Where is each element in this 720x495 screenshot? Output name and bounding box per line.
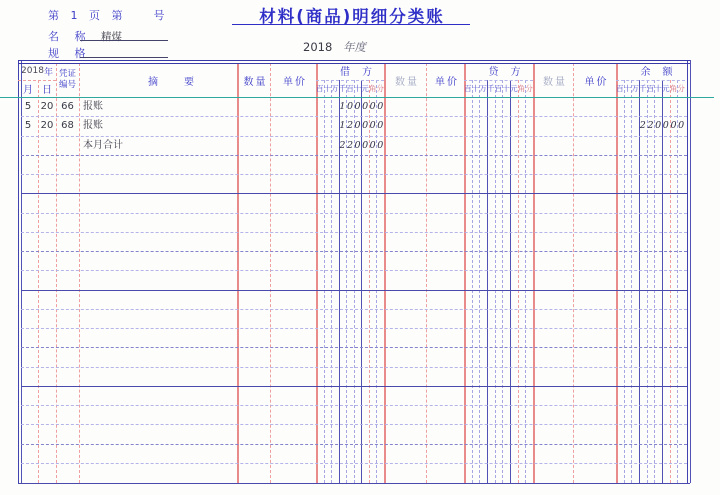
name-label: 名 称: [48, 30, 92, 43]
digit-label: 十: [623, 83, 632, 93]
cell-voucher: 68: [61, 120, 74, 132]
year-label: 年度: [342, 40, 366, 54]
amount-digit: 2: [639, 120, 646, 132]
grid-vline: [487, 80, 488, 483]
digit-label: 百: [646, 83, 655, 93]
grid-hline: [21, 213, 687, 214]
cell-month: [18, 136, 38, 155]
amount-digit: 0: [377, 101, 384, 112]
grid-vline: [573, 63, 574, 483]
grid-vline: [670, 80, 671, 483]
cell-month: 5: [24, 120, 32, 132]
digit-label: 十: [502, 83, 510, 93]
grid-vline: [639, 80, 640, 483]
digit-label: 千: [487, 83, 495, 93]
grid-vline: [525, 80, 526, 483]
amount-digit: 0: [377, 139, 384, 151]
digit-label: 万: [631, 83, 639, 93]
grid-vline: [79, 63, 80, 483]
grid-vline: [464, 63, 466, 483]
qty-header-credit: 数量: [395, 76, 419, 88]
amount-digit: 2: [346, 139, 354, 151]
price-header-debit: 单价: [283, 76, 307, 88]
digit-label: 千: [639, 83, 647, 93]
qty-header-balance: 数量: [543, 76, 567, 88]
amount-digit: 1: [339, 120, 346, 132]
cell-voucher: [56, 136, 79, 155]
grid-vline: [495, 80, 496, 483]
amount-digit: 0: [362, 139, 369, 151]
digit-label: 万: [479, 83, 487, 93]
grid-hline: [21, 155, 687, 156]
grid-vline: [690, 60, 691, 484]
month-header: 月: [23, 85, 33, 96]
digit-label: 百: [316, 83, 324, 93]
cell-day: 20: [40, 101, 54, 112]
grid-hline: [18, 483, 691, 484]
grid-vline: [654, 80, 655, 483]
amount-digit: 1: [339, 101, 346, 112]
amount-digit: 0: [354, 120, 361, 132]
name-value: 精煤: [101, 31, 122, 43]
amount-digit: 0: [678, 120, 685, 132]
grid-hline: [21, 463, 687, 464]
grid-vline: [624, 80, 625, 483]
grid-vline: [316, 63, 318, 483]
amount-digit: 0: [346, 101, 354, 112]
year-value: 2018: [303, 40, 333, 54]
grid-vline: [237, 63, 239, 483]
amount-digit: 0: [369, 101, 376, 112]
grid-vline: [687, 60, 688, 484]
page-number-right: 号: [153, 9, 165, 22]
grid-vline: [479, 80, 480, 483]
grid-hline: [21, 232, 687, 233]
amount-digit: 2: [339, 139, 346, 151]
price-header-credit: 单价: [435, 76, 459, 88]
grid-vline: [472, 80, 473, 483]
grid-vline: [510, 80, 511, 483]
grid-hline: [18, 80, 56, 81]
grid-vline: [324, 80, 325, 483]
page-number-left: 第 1 页 第: [48, 9, 127, 22]
grid-vline: [518, 80, 519, 483]
digit-label: 角: [669, 83, 678, 93]
cell-day: 20: [40, 120, 54, 132]
grid-hline: [21, 405, 687, 406]
price-header-balance: 单价: [584, 76, 609, 88]
digit-label: 元: [662, 83, 670, 93]
grid-vline: [270, 63, 271, 483]
digit-label: 角: [368, 83, 377, 93]
amount-digit: 0: [354, 101, 361, 112]
grid-hline: [21, 444, 687, 445]
credit-header: 贷方: [488, 67, 533, 78]
grid-hline: [21, 328, 687, 329]
digit-label: 百: [346, 83, 354, 93]
grid-vline: [677, 80, 678, 483]
digit-label: 万: [331, 83, 339, 93]
ledger-title: 材料(商品)明细分类账: [259, 7, 445, 26]
digit-label: 角: [517, 83, 526, 93]
grid-vline: [647, 80, 648, 483]
cell-voucher: 66: [61, 101, 74, 112]
debit-header: 借方: [340, 67, 384, 78]
digit-label: 千: [338, 83, 347, 93]
digit-label: 元: [361, 83, 369, 93]
amount-digit: 0: [362, 101, 369, 112]
amount-digit: 0: [662, 120, 669, 132]
amount-digit: 2: [647, 120, 654, 132]
amount-digit: 0: [369, 120, 376, 132]
digit-label: 元: [510, 83, 518, 93]
grid-hline: [21, 290, 687, 291]
grid-vline: [426, 63, 427, 483]
grid-vline: [331, 80, 332, 483]
cell-day: [38, 136, 56, 155]
grid-hline: [21, 367, 687, 368]
grid-vline: [502, 80, 503, 483]
grid-hline: [21, 193, 687, 194]
digit-label: 十: [353, 83, 362, 93]
cell-summary: 报账: [83, 120, 103, 132]
amount-digit: 0: [354, 139, 361, 151]
voucher-header: 凭证 编号: [58, 69, 76, 90]
qty-header-debit: 数量: [243, 76, 268, 88]
balance-header: 余额: [640, 67, 685, 78]
day-header: 日: [42, 85, 52, 96]
grid-vline: [616, 63, 618, 483]
amount-digit: 2: [346, 120, 354, 132]
grid-hline: [18, 60, 691, 61]
digit-label: 十: [654, 83, 662, 93]
grid-vline: [662, 80, 663, 483]
cell-month: 5: [24, 101, 32, 112]
grid-vline: [631, 80, 632, 483]
grid-vline: [533, 63, 535, 483]
grid-hline: [21, 424, 687, 425]
amount-digit: 0: [670, 120, 677, 132]
amount-digit: 0: [362, 120, 369, 132]
digit-label: 分: [677, 83, 685, 93]
amount-digit: 0: [369, 139, 376, 151]
cell-summary: 报账: [83, 101, 103, 112]
grid-hline: [21, 174, 687, 175]
spec-label: 规 格: [48, 47, 92, 60]
date-year-header: 2018 年: [21, 66, 53, 78]
digit-label: 十: [323, 83, 332, 93]
grid-hline: [21, 347, 687, 348]
grid-hline: [18, 63, 691, 64]
digit-label: 十: [471, 83, 480, 93]
grid-hline: [21, 386, 687, 387]
amount-digit: 0: [655, 120, 662, 132]
digit-label: 百: [494, 83, 503, 93]
grid-vline: [384, 63, 386, 483]
digit-label: 百: [464, 83, 472, 93]
grid-hline: [21, 270, 687, 271]
digit-label: 分: [376, 83, 384, 93]
amount-digit: 0: [377, 120, 384, 132]
grid-hline: [21, 309, 687, 310]
digit-label: 百: [616, 83, 624, 93]
cell-summary: 本月合计: [83, 139, 123, 151]
digit-label: 分: [525, 83, 533, 93]
grid-hline: [21, 251, 687, 252]
summary-header: 摘要: [148, 76, 220, 88]
